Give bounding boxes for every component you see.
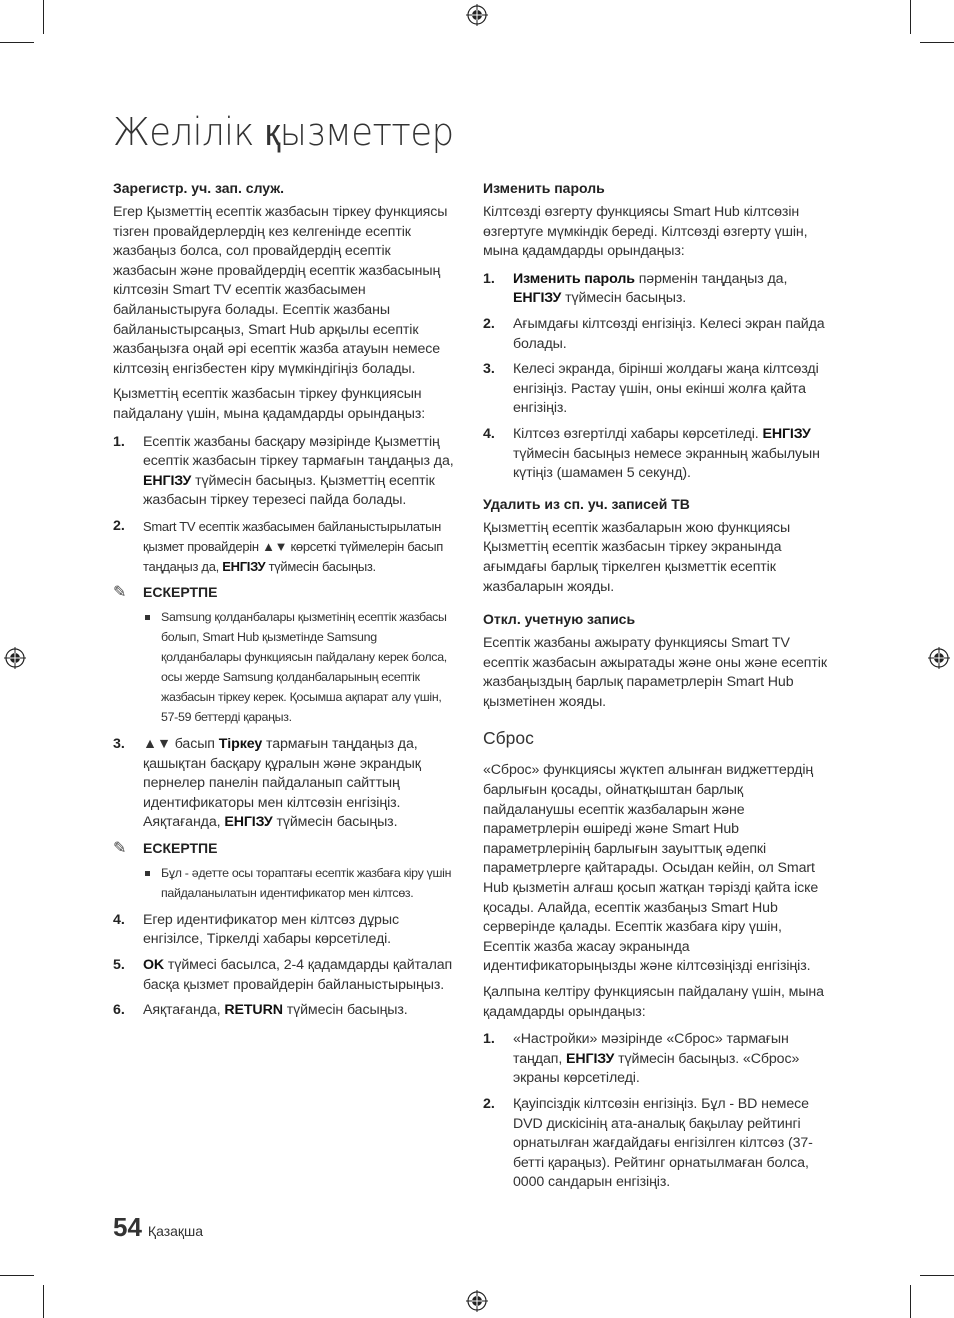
step-text: түймесін басыңыз. Қызметтің есептік жазбасын тіркеу терезесі пайда болады.: [143, 472, 435, 509]
step-text: Егер идентификатор мен кілтсөз дұрыс енгізілсе, Тіркелді хабары көрсетіледі.: [143, 911, 399, 948]
subsection-title-remove-accounts: Удалить из сп. уч. записей ТВ: [483, 495, 690, 512]
steps-list: [483, 270, 828, 484]
key-label: ЕНГІЗУ: [513, 290, 562, 307]
step-text: Қауіпсіздік кілтсөзін енгізіңіз. Бұл - BD немесе DVD дискісінің ата-аналық бақылау рейтингі орнатылған жағдайдағы енгізілген кілтсөз (37-бетті қараңыз). Рейтинг орнатылмаған болса, 0000 сандарын енгізіңіз.: [513, 1095, 813, 1191]
note-item: [143, 607, 458, 727]
note-heading: ЕСКЕРТПЕ: [143, 839, 218, 856]
note-block: [113, 839, 458, 903]
crop-mark: [43, 0, 44, 34]
step-text: ▲▼ басып: [143, 735, 219, 752]
list-item: [483, 315, 828, 354]
registration-mark-icon: [466, 4, 488, 26]
step-number: 5.: [113, 957, 125, 974]
step-text: тармағын таңдаңыз да, қашықтан басқару құралын және экрандық пернелер панелін пайдаланып сайттың идентификаторы мен кілтсөзін енгізіңіз. Аяқтағанда,: [143, 735, 421, 831]
step-text: түймесін басыңыз.: [265, 558, 376, 574]
step-number: 2.: [113, 517, 125, 534]
crop-mark: [910, 0, 911, 34]
step-text: түймесін басыңыз.: [282, 1002, 408, 1019]
step-number: 1.: [113, 433, 125, 450]
step-text: Келесі экранда, бірінші жолдағы жаңа кілтсөзді енгізіңіз. Растау үшін, оны екінші жолға қайта енгізіңіз.: [513, 361, 819, 417]
step-text: Кілтсөз өзгертілді хабары көрсетіледі.: [513, 425, 763, 442]
section-title-reset: Сброс: [483, 728, 534, 749]
registration-mark-icon: [928, 647, 950, 669]
page-number: 54: [113, 1212, 142, 1242]
note-text: Samsung қолданбалары қызметінің есептік жазбасы болып, Smart Hub қызметінде Samsung қолданбалары функциясын пайдалану керек болса, осы жерде Samsung қолданбаларының есептік жазбасын тіркеу керек. Қосымша ақпарат алу үшін, 57-59 беттерді қараңыз.: [161, 609, 447, 724]
list-item: [113, 956, 458, 995]
steps-list: [113, 735, 458, 833]
note-item: [143, 863, 458, 903]
page-footer: [113, 1212, 203, 1243]
crop-mark: [920, 42, 954, 43]
paragraph: Кілтсөзді өзгерту функциясы Smart Hub кілтсөзін өзгертуге мүмкіндік береді. Кілтсөзді өзгерту үшін, мына қадамдарды орындаңыз:: [483, 204, 808, 260]
subsection-title-disconnect-account: Откл. учетную запись: [483, 611, 636, 628]
key-label: Изменить пароль: [513, 270, 635, 287]
step-text: Smart TV есептік жазбасымен байланыстырылатын қызмет провайдерін ▲▼ көрсеткі түймелерін басып таңдаңыз да,: [143, 518, 444, 574]
step-text: түймесін басыңыз.: [561, 290, 687, 307]
language-label: Қазақша: [147, 1223, 204, 1239]
key-label: RETURN: [224, 1002, 283, 1019]
step-number: 6.: [113, 1002, 125, 1019]
paragraph: Қызметтің есептік жазбасын тіркеу функциясын пайдалану үшін, мына қадамдарды орындаңыз:: [113, 386, 426, 422]
subsection-title-register: Зарегистр. уч. зап. служ.: [113, 180, 285, 196]
key-label: ЕНГІЗУ: [762, 425, 811, 442]
steps-list: [483, 1030, 828, 1193]
key-label: ЕНГІЗУ: [143, 472, 192, 489]
step-text: «Настройки» мәзірінде «Сброс» тармағын таңдап,: [513, 1031, 789, 1067]
page-title: Желілік қызметтер: [113, 110, 454, 154]
key-label: Тіркеу: [218, 735, 263, 752]
left-column: [113, 180, 458, 1027]
pencil-note-icon: ✎: [113, 583, 127, 601]
step-text: түймесін басыңыз.: [272, 814, 398, 831]
note-text: Бұл - әдетте осы торaптағы есептік жазбаға кіру үшін пайдаланылатын идентификатор мен кілтсөз.: [161, 865, 452, 900]
crop-mark: [920, 1275, 954, 1276]
step-text: Ағымдағы кілтсөзді енгізіңіз. Келесі экран пайда болады.: [513, 315, 825, 352]
step-text: түймесін басыңыз немесе экранның жабылуын күтіңіз (шамамен 5 секунд).: [513, 445, 820, 482]
step-number: 1.: [483, 1031, 495, 1048]
paragraph: Егер Қызметтің есептік жазбасын тіркеу функциясы тізген провайдерлердің кез келгенінде есептік жазбаңыз болса, сол провайдердің есептік жазбасын және провайдердің есептік жазбасының кілтсөзін Smart TV есептік жазбасымен байланыстыруға болады. Есептік жазбаны байланыстырсаңыз, Smart Hub арқылы есептік жазбаңызға оңай әрі есептік жазба атауын немесе кілтсөзің енгізбестен кіру мүмкіндігіңіз болады.: [113, 204, 448, 377]
paragraph: Қалпына келтіру функциясын пайдалану үшін, мына қадамдарды орындаңыз:: [483, 984, 824, 1020]
step-text: түймесі басылса, 2-4 қадамдарды қайталап басқа қызмет провайдерін байланыстырыңыз.: [143, 957, 453, 993]
paragraph: Қызметтің есептік жазбаларын жою функциясы Қызметтің есептік жазбасын тіркеу экранында ағымдағы барлық тіркелген қызметтік есептік жазбаларын жояды.: [483, 519, 791, 595]
crop-mark: [43, 1285, 44, 1318]
step-number: 3.: [483, 361, 495, 378]
bullet-icon: [145, 871, 150, 876]
key-label: ЕНГІЗУ: [224, 814, 273, 831]
paragraph: «Сброс» функциясы жүктеп алынған виджеттердің барлығын қосады, ойнатқыштан барлық пайдаланушы есептік жазбаларын және параметрлерін өшіреді және Smart Hub параметрлерінің барлығын зауыттық әдепкі параметрлерге қайтарады. Осыдан кейін, ол Smart Hub қызметін алғаш қосып жатқан тәрізді қайта іске қосады. Алайда, есептік жазбаңыз Smart Hub серверінде қалады. Есептік жазбаға кіру үшін, Есептік жазба жасау экранында идентификаторыңызды және кілтсөзіңізді енгізіңіз.: [483, 762, 819, 975]
key-label: ЕНГІЗУ: [222, 558, 266, 574]
steps-list: [113, 911, 458, 1021]
key-label: ЕНГІЗУ: [566, 1050, 615, 1067]
list-item: [483, 270, 828, 309]
step-text: түймесін басыңыз. «Сброс» экраны көрсетіледі.: [513, 1050, 800, 1087]
list-item: [483, 1095, 828, 1193]
step-number: 2.: [483, 315, 495, 332]
right-column: [483, 180, 828, 1199]
step-text: пәрменін таңдаңыз да,: [634, 270, 788, 287]
key-label: OK: [143, 957, 165, 974]
pencil-note-icon: ✎: [113, 839, 127, 857]
crop-mark: [0, 1275, 34, 1276]
step-text: Аяқтағанда,: [143, 1002, 225, 1019]
crop-mark: [910, 1285, 911, 1318]
list-item: [113, 911, 458, 950]
list-item: [113, 517, 458, 577]
step-number: 4.: [113, 911, 125, 928]
registration-mark-icon: [466, 1290, 488, 1312]
registration-mark-icon: [4, 647, 26, 669]
paragraph: Есептік жазбаны ажырату функциясы Smart TV есептік жазбасын ажыратады және оны және есептік жазбаңыздың барлық параметрлерін Smart Hub қызметінен жояды.: [483, 635, 827, 710]
note-heading: ЕСКЕРТПЕ: [143, 583, 218, 600]
step-number: 3.: [113, 735, 125, 752]
step-text: Есептік жазбаны басқару мәзірінде Қызметтің есептік жазбасын тіркеу тармағын таңдаңыз да,: [143, 433, 454, 470]
steps-list: [113, 433, 458, 577]
step-number: 1.: [483, 270, 495, 287]
subsection-title-change-password: Изменить пароль: [483, 180, 605, 196]
list-item: [483, 425, 828, 484]
crop-mark: [0, 42, 34, 43]
step-number: 2.: [483, 1095, 495, 1112]
list-item: [483, 360, 828, 419]
list-item: [113, 1001, 458, 1021]
list-item: [113, 735, 458, 833]
list-item: [483, 1030, 828, 1089]
bullet-icon: [145, 615, 150, 620]
note-block: [113, 583, 458, 727]
step-number: 4.: [483, 425, 495, 442]
list-item: [113, 433, 458, 511]
